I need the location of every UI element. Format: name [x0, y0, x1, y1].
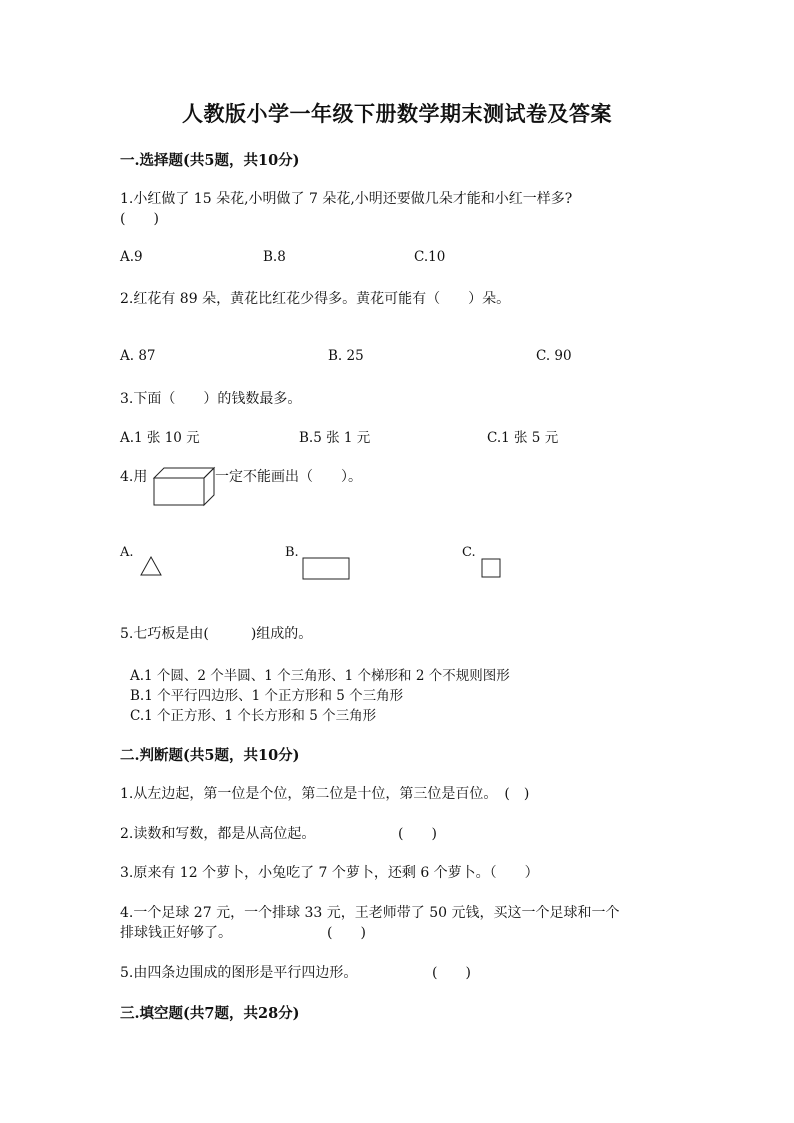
question-5-option-c: C.1 个正方形、1 个长方形和 5 个三角形 — [130, 708, 377, 724]
question-3-option-c: C.1 张 5 元 — [487, 430, 559, 446]
judge-5-blank: ( ) — [432, 965, 471, 981]
judge-5-text: 5.由四条边围成的图形是平行四边形。 — [120, 965, 358, 981]
page-title: 人教版小学一年级下册数学期末测试卷及答案 — [182, 101, 612, 126]
question-1-blank: ( ) — [120, 211, 159, 227]
question-4-option-b: B. — [285, 545, 299, 560]
judge-2-text: 2.读数和写数，都是从高位起。 — [120, 826, 316, 842]
question-4-text-after: 一定不能画出（ ）。 — [215, 469, 362, 485]
judge-1-text: 1.从左边起，第一位是个位，第二位是十位，第三位是百位。 ( ) — [120, 786, 530, 802]
section-heading-fill: 三.填空题(共7题，共28分) — [120, 1005, 300, 1022]
rectangle-icon — [302, 557, 350, 581]
judge-4-text-line2: 排球钱正好够了。 — [120, 925, 232, 941]
judge-2-blank: ( ) — [398, 826, 437, 842]
judge-4-blank: ( ) — [327, 925, 366, 941]
question-3-text: 3.下面（ ）的钱数最多。 — [120, 391, 302, 407]
square-icon — [481, 558, 501, 578]
question-4-text-before: 4.用 — [120, 469, 148, 485]
question-3-option-a: A.1 张 10 元 — [120, 430, 200, 446]
question-2-option-b: B. 25 — [328, 348, 364, 364]
question-1-option-c: C.10 — [414, 249, 446, 265]
question-1-option-b: B.8 — [263, 249, 286, 265]
question-3-option-b: B.5 张 1 元 — [299, 430, 371, 446]
question-2-text: 2.红花有 89 朵，黄花比红花少得多。黄花可能有（ ）朵。 — [120, 291, 511, 307]
question-4-option-a: A. — [120, 545, 134, 560]
question-2-option-a: A. 87 — [120, 348, 156, 364]
question-1-option-a: A.9 — [120, 249, 143, 265]
question-1-text: 1.小红做了 15 朵花,小明做了 7 朵花,小明还要做几朵才能和小红一样多? — [120, 191, 573, 207]
judge-4-text: 4.一个足球 27 元，一个排球 33 元，王老师带了 50 元钱，买这一个足球和一个 — [120, 905, 620, 921]
question-5-option-b: B.1 个平行四边形、1 个正方形和 5 个三角形 — [130, 688, 404, 704]
question-5-option-a: A.1 个圆、2 个半圆、1 个三角形、1 个梯形和 2 个不规则图形 — [130, 668, 510, 684]
question-4-option-c: C. — [462, 545, 476, 560]
question-5-text: 5.七巧板是由( )组成的。 — [120, 626, 313, 642]
section-heading-choice: 一.选择题(共5题，共10分) — [120, 152, 300, 169]
section-heading-judge: 二.判断题(共5题，共10分) — [120, 747, 300, 764]
question-2-option-c: C. 90 — [536, 348, 572, 364]
judge-3-text: 3.原来有 12 个萝卜，小兔吃了 7 个萝卜，还剩 6 个萝卜。（ ） — [120, 865, 539, 881]
cuboid-icon — [153, 467, 215, 507]
triangle-icon — [140, 556, 162, 576]
